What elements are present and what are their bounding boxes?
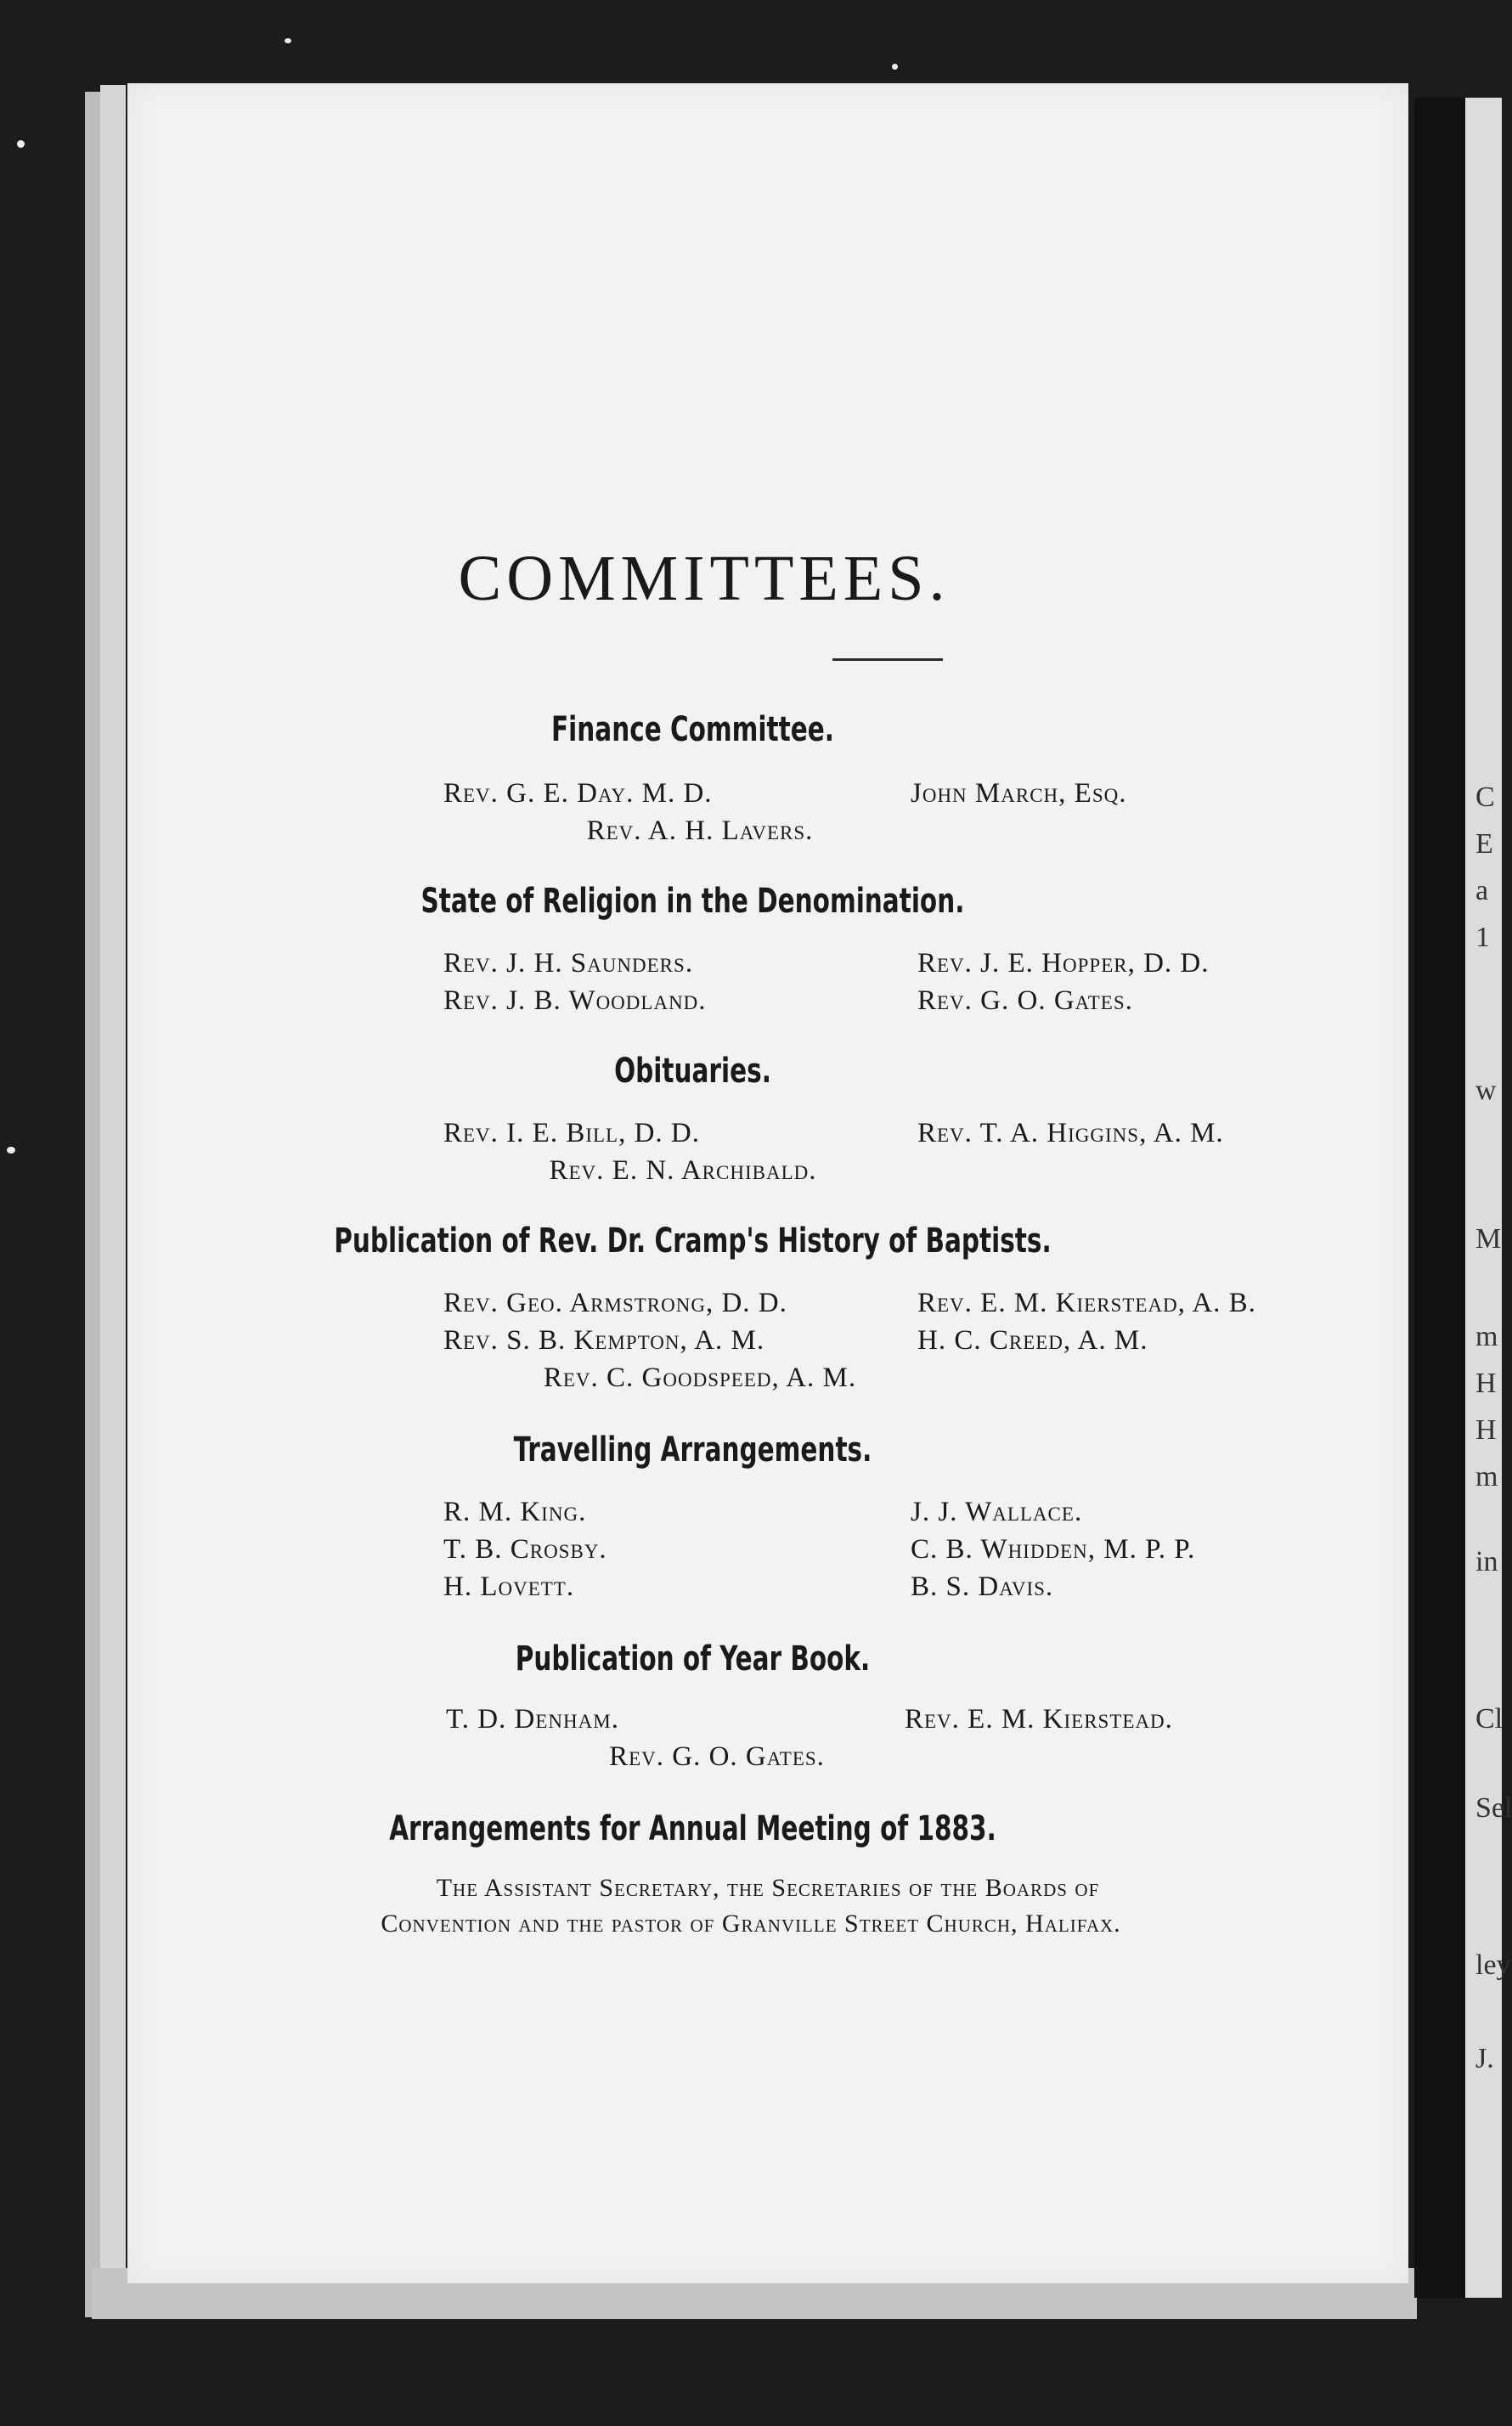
adjacent-text: w <box>1475 1075 1497 1106</box>
adjacent-text: 1 <box>1475 922 1490 953</box>
adjacent-text: E <box>1475 828 1493 860</box>
section-heading-state-of-religion: State of Religion in the Denomination. <box>420 882 965 921</box>
page-edge <box>100 85 126 2319</box>
adjacent-text: H <box>1475 1414 1497 1446</box>
member-name: Rev. A. H. Lavers. <box>586 815 814 846</box>
speck <box>285 38 291 43</box>
member-name: Rev. G. O. Gates. <box>917 985 1133 1016</box>
adjacent-text: C <box>1475 781 1495 813</box>
adjacent-text: M <box>1475 1223 1502 1255</box>
adjacent-text: J. <box>1475 2043 1494 2074</box>
member-name: Rev. S. B. Kempton, A. M. <box>443 1325 765 1356</box>
member-name: J. J. Wallace. <box>911 1497 1083 1527</box>
title-rule <box>832 658 943 661</box>
member-name: John March, Esq. <box>911 778 1127 809</box>
member-name: Rev. I. E. Bill, D. D. <box>443 1118 700 1148</box>
adjacent-text: ley <box>1475 1949 1511 1981</box>
adjacent-text: m <box>1475 1321 1498 1352</box>
member-name: Rev. G. E. Day. M. D. <box>443 778 713 809</box>
member-name: Rev. E. M. Kierstead, A. B. <box>917 1288 1256 1318</box>
member-name: C. B. Whidden, M. P. P. <box>911 1534 1196 1565</box>
book-spine <box>1414 98 1465 2298</box>
section-heading-obituaries: Obituaries. <box>614 1052 771 1091</box>
speck <box>892 64 898 70</box>
member-name: R. M. King. <box>443 1497 587 1527</box>
paragraph-line: Convention and the pastor of Granville Street Church, Halifax. <box>381 1910 1121 1938</box>
adjacent-text: m <box>1475 1461 1498 1492</box>
speck <box>7 1147 15 1154</box>
section-heading-travelling: Travelling Arrangements. <box>513 1430 872 1470</box>
speck <box>17 140 25 148</box>
member-name: Rev. G. O. Gates. <box>609 1741 825 1772</box>
member-name: T. B. Crosby. <box>443 1534 607 1565</box>
adjacent-text: a <box>1475 875 1489 906</box>
member-name: Rev. J. H. Saunders. <box>443 948 694 979</box>
member-name: H. Lovett. <box>443 1571 575 1602</box>
adjacent-text: in <box>1475 1546 1498 1577</box>
page-title: COMMITTEES. <box>458 543 951 614</box>
member-name: Rev. E. M. Kierstead. <box>905 1704 1173 1735</box>
paragraph-line: The Assistant Secretary, the Secretaries of the Boards of <box>436 1874 1100 1902</box>
member-name: Rev. T. A. Higgins, A. M. <box>917 1118 1224 1148</box>
member-name: Rev. C. Goodspeed, A. M. <box>543 1363 857 1393</box>
section-heading-year-book: Publication of Year Book. <box>515 1639 871 1678</box>
adjacent-text: H <box>1475 1368 1497 1399</box>
member-name: Rev. J. B. Woodland. <box>443 985 707 1016</box>
adjacent-text: Cl <box>1475 1703 1504 1735</box>
member-name: H. C. Creed, A. M. <box>917 1325 1148 1356</box>
section-heading-finance: Finance Committee. <box>551 710 834 749</box>
member-name: Rev. Geo. Armstrong, D. D. <box>443 1288 787 1318</box>
section-heading-annual-meeting: Arrangements for Annual Meeting of 1883. <box>389 1809 996 1848</box>
member-name: B. S. Davis. <box>911 1571 1054 1602</box>
adjacent-page <box>1414 98 1512 2298</box>
section-heading-cramps-history: Publication of Rev. Dr. Cramp's History of Baptists. <box>334 1221 1052 1261</box>
member-name: Rev. E. N. Archibald. <box>549 1155 817 1186</box>
adjacent-text: Sel <box>1475 1792 1512 1824</box>
book-page <box>127 83 1408 2283</box>
member-name: T. D. Denham. <box>446 1704 619 1735</box>
member-name: Rev. J. E. Hopper, D. D. <box>917 948 1210 979</box>
